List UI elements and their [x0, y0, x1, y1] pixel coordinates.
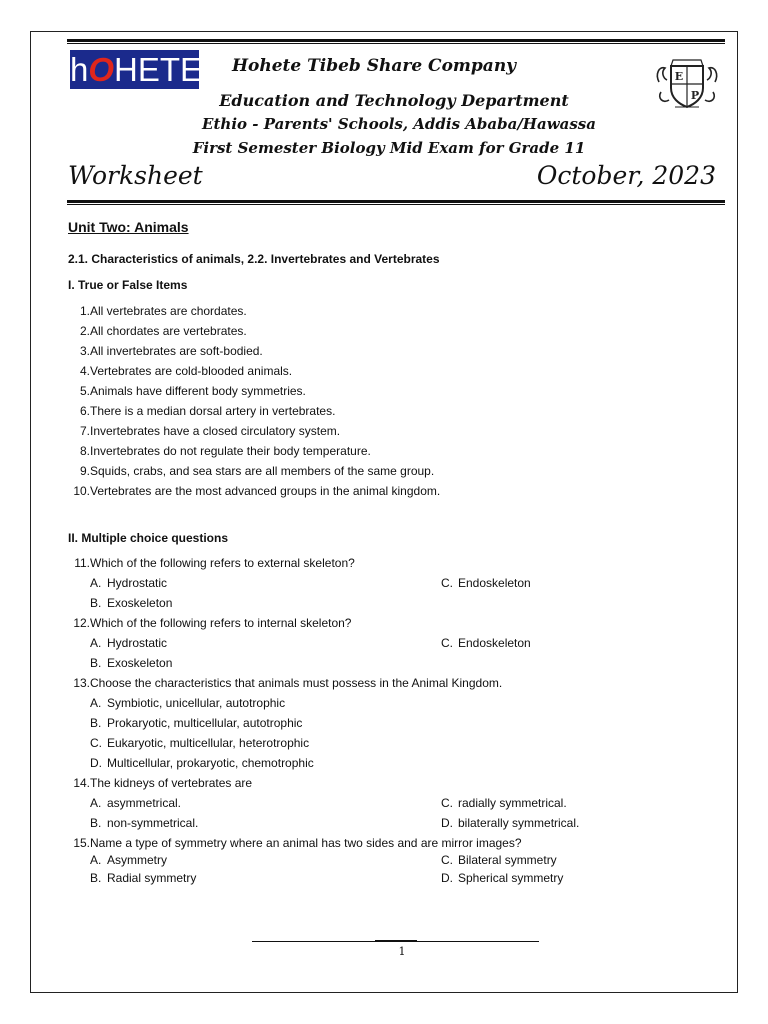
item-text: Animals have different body symmetries. [90, 384, 306, 398]
option-text: radially symmetrical. [458, 796, 567, 810]
option-text: Multicellular, prokaryotic, chemotrophic [107, 756, 314, 770]
option-a [90, 576, 167, 590]
option-c [90, 736, 309, 750]
item-number: 1. [79, 304, 90, 318]
question-number: 13. [73, 676, 90, 690]
item-number: 7. [79, 424, 90, 438]
question-15 [60, 836, 522, 850]
item-text: Squids, crabs, and sea stars are all members of the same group. [90, 464, 435, 478]
worksheet-date: October, 2023 [536, 161, 716, 190]
item-text: Invertebrates do not regulate their body temperature. [90, 444, 371, 458]
option-letter: A. [90, 696, 102, 710]
option-text: asymmetrical. [107, 796, 182, 810]
question-number: 11. [74, 556, 90, 570]
item-number: 3. [79, 344, 90, 358]
exam-name: First Semester Biology Mid Exam for Grade 11 [192, 139, 586, 157]
list-item [60, 364, 293, 378]
question-13 [60, 676, 503, 690]
option-d [441, 816, 579, 830]
option-text: bilaterally symmetrical. [458, 816, 580, 830]
option-b [90, 596, 172, 610]
question-number: 14. [73, 776, 90, 790]
option-text: Hydrostatic [107, 636, 168, 650]
option-letter: C. [441, 853, 453, 867]
school-seal-icon [653, 52, 721, 110]
option-letter: D. [90, 756, 102, 770]
question-number: 12. [73, 616, 90, 630]
header-top-rule [67, 39, 725, 44]
item-number: 8. [79, 444, 90, 458]
list-item [60, 444, 371, 458]
question-text: Name a type of symmetry where an animal has two sides and are mirror images? [90, 836, 522, 850]
list-item [60, 404, 336, 418]
option-letter: B. [90, 656, 102, 670]
item-text: All vertebrates are chordates. [90, 304, 247, 318]
option-letter: C. [90, 736, 102, 750]
option-a [90, 636, 167, 650]
option-letter: A. [90, 636, 102, 650]
question-text: The kidneys of vertebrates are [90, 776, 253, 790]
option-text: Prokaryotic, multicellular, autotrophic [107, 716, 303, 730]
item-text: Vertebrates are the most advanced groups in the animal kingdom. [90, 484, 441, 498]
header-bottom-rule [67, 200, 725, 205]
option-b [90, 656, 172, 670]
item-text: Invertebrates have a closed circulatory system. [90, 424, 341, 438]
option-a [90, 696, 285, 710]
item-number: 9. [79, 464, 90, 478]
question-text: Which of the following refers to external skeleton? [90, 556, 355, 570]
question-12 [60, 616, 352, 630]
option-letter: B. [90, 596, 102, 610]
option-text: Exoskeleton [107, 656, 173, 670]
list-item [60, 424, 341, 438]
item-number: 2. [79, 324, 90, 338]
list-item [60, 304, 247, 318]
school-name: Ethio - Parents' Schools, Addis Ababa/Hawassa [202, 115, 596, 133]
option-d [90, 756, 314, 770]
logo-prefix: h [70, 51, 89, 88]
option-letter: A. [90, 576, 102, 590]
unit-title: Unit Two: Animals [68, 219, 189, 235]
option-letter: C. [441, 576, 453, 590]
item-number: 10. [73, 484, 90, 498]
question-11 [60, 556, 355, 570]
item-number: 6. [79, 404, 90, 418]
section-true-false-title: I. True or False Items [68, 278, 188, 292]
option-b [90, 816, 198, 830]
question-14 [60, 776, 253, 790]
option-c [441, 796, 567, 810]
option-text: Radial symmetry [107, 871, 197, 885]
logo-highlight: O [88, 51, 115, 88]
company-name: Hohete Tibeb Share Company [231, 56, 517, 76]
item-text: There is a median dorsal artery in vertebrates. [90, 404, 336, 418]
option-b [90, 716, 302, 730]
option-b [90, 871, 196, 885]
option-c [441, 576, 531, 590]
list-item [60, 324, 247, 338]
list-item [60, 484, 441, 498]
option-text: Endoskeleton [458, 636, 531, 650]
option-text: Endoskeleton [458, 576, 531, 590]
item-number: 4. [79, 364, 90, 378]
item-number: 5. [79, 384, 90, 398]
list-item [60, 464, 435, 478]
list-item [60, 384, 306, 398]
logo-suffix: HETE [114, 51, 203, 88]
list-item [60, 344, 263, 358]
option-text: Asymmetry [107, 853, 167, 867]
option-letter: D. [441, 871, 453, 885]
unit-topic: 2.1. Characteristics of animals, 2.2. Invertebrates and Vertebrates [68, 252, 440, 266]
option-c [441, 853, 557, 867]
option-letter: D. [441, 816, 453, 830]
option-letter: B. [90, 816, 102, 830]
option-letter: A. [90, 796, 102, 810]
option-text: non-symmetrical. [107, 816, 199, 830]
question-text: Which of the following refers to internal skeleton? [90, 616, 352, 630]
option-a [90, 853, 167, 867]
option-text: Exoskeleton [107, 596, 173, 610]
option-text: Hydrostatic [107, 576, 168, 590]
seal-letter-p: P [690, 89, 700, 102]
item-text: Vertebrates are cold-blooded animals. [90, 364, 293, 378]
option-letter: C. [441, 796, 453, 810]
item-text: All invertebrates are soft-bodied. [90, 344, 263, 358]
option-letter: B. [90, 716, 102, 730]
option-text: Bilateral symmetry [458, 853, 557, 867]
department-name: Education and Technology Department [219, 91, 569, 110]
option-letter: C. [441, 636, 453, 650]
page-number: 1 [398, 945, 406, 958]
option-letter: A. [90, 853, 102, 867]
seal-letter-e: E [674, 70, 684, 83]
question-number: 15. [73, 836, 90, 850]
option-text: Eukaryotic, multicellular, heterotrophic [107, 736, 310, 750]
option-text: Spherical symmetry [458, 871, 564, 885]
footer-rule-accent [375, 940, 417, 942]
option-letter: B. [90, 871, 102, 885]
option-d [441, 871, 563, 885]
section-multiple-choice-title: II. Multiple choice questions [68, 531, 229, 545]
worksheet-title: Worksheet [68, 161, 203, 190]
option-c [441, 636, 531, 650]
option-a [90, 796, 181, 810]
question-text: Choose the characteristics that animals must possess in the Animal Kingdom. [90, 676, 503, 690]
option-text: Symbiotic, unicellular, autotrophic [107, 696, 286, 710]
item-text: All chordates are vertebrates. [90, 324, 247, 338]
